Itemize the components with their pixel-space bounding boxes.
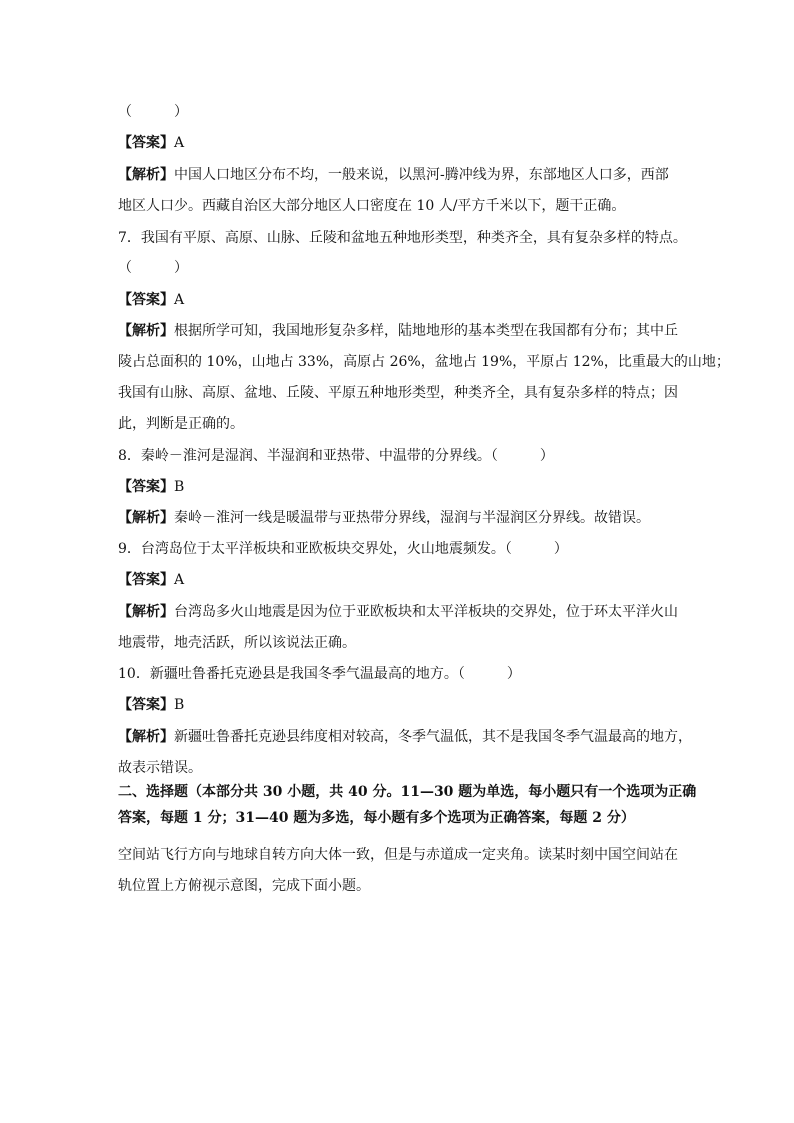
answer-line: 【答案】A [118,135,185,151]
analysis-line: 【解析】根据所学可知，我国地形复杂多样，陆地地形的基本类型在我国都有分布；其中丘 [118,323,678,339]
answer-line: 【答案】B [118,697,185,713]
section-heading: 二、选择题（本部分共 30 小题，共 40 分。11—30 题为单选，每小题只有一个选项为正确 [118,784,697,800]
answer-line: 【答案】B [118,479,185,495]
analysis-line: 【解析】秦岭－淮河一线是暖温带与亚热带分界线，湿润与半湿润区分界线。故错误。 [118,510,650,526]
answer-tag: 【答案】 [118,292,174,308]
answer-tag: 【答案】 [118,479,174,495]
analysis-tag: 【解析】 [118,604,174,620]
question-10: 10．新疆吐鲁番托克逊县是我国冬季气温最高的地方。（ ） [118,666,521,682]
answer-tag: 【答案】 [118,572,174,588]
analysis-continuation: 此，判断是正确的。 [118,416,244,432]
question-9: 9．台湾岛位于太平洋板块和亚欧板块交界处，火山地震频发。（ ） [118,541,568,557]
answer-blank: （ ） [118,104,188,120]
answer-line: 【答案】A [118,292,185,308]
question-intro-continuation: 轨位置上方俯视示意图，完成下面小题。 [118,878,370,894]
section-heading-continuation: 答案，每题 1 分；31—40 题为多选，每小题有多个选项为正确答案，每题 2 分） [118,810,635,826]
analysis-continuation: 故表示错误。 [118,760,202,776]
answer-line: 【答案】A [118,572,185,588]
analysis-tag: 【解析】 [118,729,174,745]
question-intro: 空间站飞行方向与地球自转方向大体一致，但是与赤道成一定夹角。读某时刻中国空间站在 [118,847,678,863]
analysis-line: 【解析】台湾岛多火山地震是因为位于亚欧板块和太平洋板块的交界处，位于环太平洋火山 [118,604,678,620]
answer-tag: 【答案】 [118,697,174,713]
answer-blank: （ ） [118,260,188,276]
analysis-line: 【解析】中国人口地区分布不均，一般来说，以黑河-腾冲线为界，东部地区人口多，西部 [118,167,669,183]
answer-tag: 【答案】 [118,135,174,151]
question-8: 8．秦岭－淮河是湿润、半湿润和亚热带、中温带的分界线。（ ） [118,448,554,464]
analysis-tag: 【解析】 [118,510,174,526]
analysis-continuation: 地震带，地壳活跃，所以该说法正确。 [118,635,356,651]
analysis-continuation: 地区人口少。西藏自治区大部分地区人口密度在 10 人/平方千米以下，题干正确。 [118,198,626,214]
analysis-line: 【解析】新疆吐鲁番托克逊县纬度相对较高，冬季气温低，其不是我国冬季气温最高的地方， [118,729,692,745]
analysis-continuation: 我国有山脉、高原、盆地、丘陵、平原五种地形类型，种类齐全，具有复杂多样的特点；因 [118,385,678,401]
analysis-tag: 【解析】 [118,323,174,339]
analysis-continuation: 陵占总面积的 10%，山地占 33%，高原占 26%，盆地占 19%，平原占 12%，比重最大的山地； [118,354,730,370]
analysis-tag: 【解析】 [118,167,174,183]
question-7: 7．我国有平原、高原、山脉、丘陵和盆地五种地形类型，种类齐全，具有复杂多样的特点。 [118,230,687,246]
